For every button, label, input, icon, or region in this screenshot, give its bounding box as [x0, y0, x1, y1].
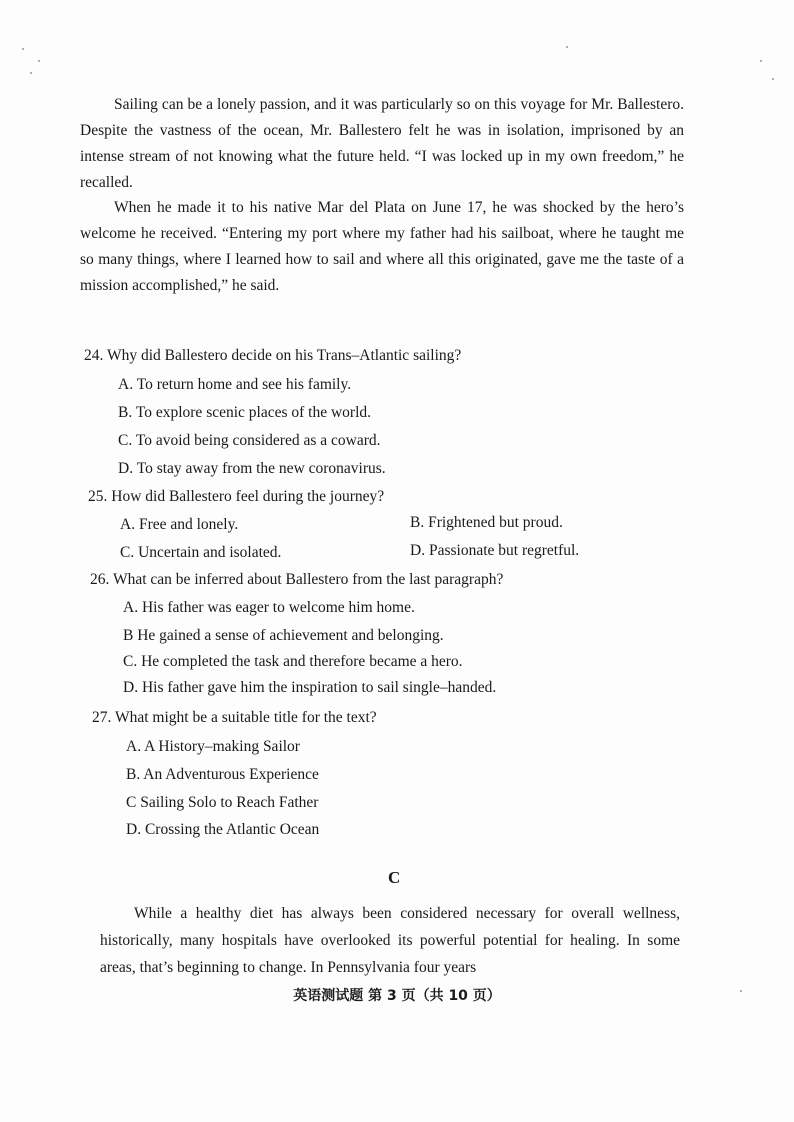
option-27-d[interactable] — [126, 820, 319, 840]
option-24-c[interactable] — [118, 431, 381, 451]
question-27 — [92, 708, 377, 728]
option-letter: D. — [410, 542, 426, 559]
question-stem: What can be inferred about Ballestero from the last paragraph? — [112, 571, 504, 588]
option-letter: B. — [410, 514, 425, 531]
option-text: Uncertain and isolated. — [138, 544, 282, 561]
option-text: Crossing the Atlantic Ocean — [144, 821, 320, 838]
option-text: Passionate but regretful. — [428, 542, 580, 559]
option-text: His father gave him the inspiration to sail single–handed. — [141, 679, 497, 696]
option-text: Free and lonely. — [138, 516, 239, 533]
option-24-b[interactable] — [118, 403, 371, 423]
option-text: Sailing Solo to Reach Father — [140, 794, 319, 811]
option-25-a[interactable] — [120, 515, 238, 535]
scan-speck — [38, 60, 40, 62]
option-letter: A. — [120, 516, 136, 533]
option-letter: C — [126, 794, 137, 811]
option-letter: A. — [118, 376, 134, 393]
option-25-c[interactable] — [120, 543, 281, 563]
option-24-a[interactable] — [118, 375, 351, 395]
scan-speck — [566, 46, 568, 48]
option-text: An Adventurous Experience — [143, 766, 319, 783]
option-26-a[interactable] — [123, 598, 415, 618]
option-letter: A. — [123, 599, 139, 616]
option-text: Frightened but proud. — [428, 514, 563, 531]
option-letter: D. — [126, 821, 142, 838]
option-25-d[interactable] — [410, 541, 579, 561]
option-text: A History–making Sailor — [144, 738, 300, 755]
scan-speck — [22, 48, 24, 50]
option-letter: C. — [118, 432, 133, 449]
option-26-d[interactable] — [123, 678, 496, 698]
question-number: 24. — [84, 347, 104, 364]
option-letter: B. — [118, 404, 133, 421]
option-text: He gained a sense of achievement and belonging. — [137, 627, 444, 644]
option-text: To return home and see his family. — [136, 376, 352, 393]
option-text: To stay away from the new coronavirus. — [136, 460, 386, 477]
option-letter: A. — [126, 738, 142, 755]
passage-b-paragraph-2: When he made it to his native Mar del Plata on June 17, he was shocked by the hero’s welcome he received. “Entering my port where my father had his sailboat, where he taught me so many things, where I learned how to sail and where all this originated, gave me the taste of a mission accomplished,” he said. — [80, 199, 684, 294]
question-number: 25. — [88, 488, 108, 505]
option-text: His father was eager to welcome him home. — [141, 599, 415, 616]
option-27-a[interactable] — [126, 737, 300, 757]
option-letter: C. — [123, 653, 138, 670]
option-26-c[interactable] — [123, 652, 463, 672]
option-letter: B. — [126, 766, 141, 783]
option-24-d[interactable] — [118, 459, 386, 479]
option-text: He completed the task and therefore became a hero. — [141, 653, 463, 670]
scan-speck — [30, 72, 32, 74]
question-stem: How did Ballestero feel during the journey? — [111, 488, 385, 505]
option-letter: D. — [123, 679, 139, 696]
option-text: To avoid being considered as a coward. — [135, 432, 381, 449]
question-number: 27. — [92, 709, 112, 726]
section-heading: C — [388, 868, 401, 887]
option-26-b[interactable] — [123, 626, 444, 646]
question-stem: Why did Ballestero decide on his Trans–Atlantic sailing? — [106, 347, 462, 364]
question-stem: What might be a suitable title for the text? — [114, 709, 377, 726]
scan-speck — [760, 60, 762, 62]
option-27-c[interactable] — [126, 793, 318, 813]
scan-speck — [772, 78, 774, 80]
option-25-b[interactable] — [410, 513, 563, 533]
option-letter: C. — [120, 544, 135, 561]
option-letter: B — [123, 627, 134, 644]
option-text: To explore scenic places of the world. — [135, 404, 372, 421]
page-footer: 英语测试题 第 3 页（共 10 页） — [293, 988, 501, 1004]
question-26 — [90, 570, 503, 590]
passage-c-paragraph-1: While a healthy diet has always been considered necessary for overall wellness, historically, many hospitals have overlooked its powerful potential for healing. In some areas, that’s beginning to change. In Pennsylvania four years — [100, 905, 680, 976]
option-letter: D. — [118, 460, 134, 477]
question-24 — [84, 346, 461, 366]
option-27-b[interactable] — [126, 765, 319, 785]
passage-b-paragraph-1: Sailing can be a lonely passion, and it was particularly so on this voyage for Mr. Ballestero. Despite the vastness of the ocean, Mr. Ballestero felt he was in isolation, imprisoned by an intense stream of not knowing what the future held. “I was locked up in my own freedom,” he recalled. — [80, 96, 684, 191]
question-number: 26. — [90, 571, 110, 588]
question-25 — [88, 487, 384, 507]
